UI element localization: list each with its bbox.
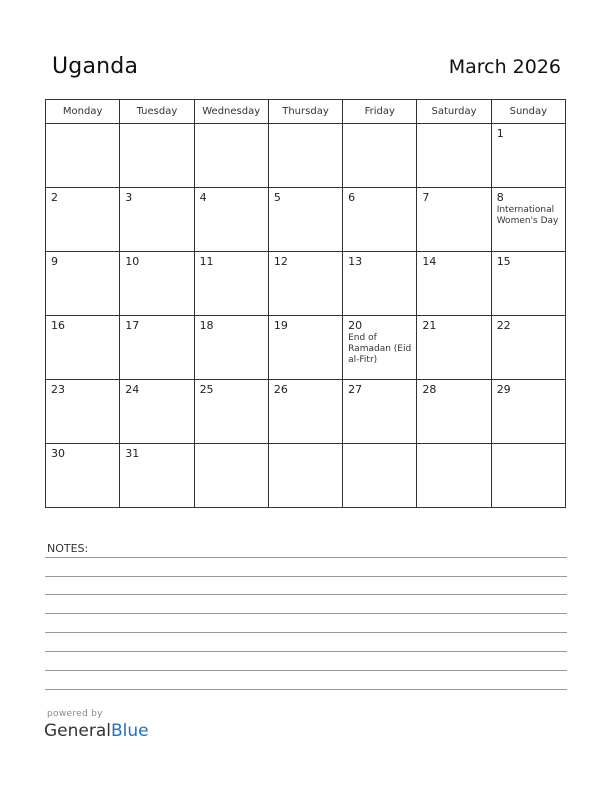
day-number: 30 [51, 447, 65, 460]
weekday-header: Wednesday [194, 100, 268, 124]
day-number: 8 [496, 191, 504, 204]
powered-by-text: powered by [47, 709, 103, 719]
day-cell-30 [46, 444, 120, 508]
note-line [45, 594, 567, 595]
week-row [46, 380, 566, 444]
empty-day-cell [343, 124, 417, 188]
day-cell-15 [491, 252, 565, 316]
day-cell-29 [491, 380, 565, 444]
day-number: 10 [125, 255, 140, 268]
weekday-header-row [46, 100, 566, 124]
day-cell-27 [343, 380, 417, 444]
day-cell-1 [491, 124, 565, 188]
day-cell-14 [417, 252, 491, 316]
empty-day-cell [194, 444, 268, 508]
day-cell-17 [120, 316, 194, 380]
day-number: 3 [125, 191, 133, 204]
day-cell-4 [194, 188, 268, 252]
empty-day-cell [194, 124, 268, 188]
day-cell-7 [417, 188, 491, 252]
note-line [45, 632, 567, 633]
day-number: 28 [422, 383, 437, 396]
empty-day-cell [417, 444, 491, 508]
weekday-header: Thursday [268, 100, 342, 124]
day-number: 25 [199, 383, 214, 396]
day-number: 9 [51, 255, 58, 268]
day-cell-21 [417, 316, 491, 380]
day-cell-18 [194, 316, 268, 380]
brand-name-blue: Blue [111, 721, 149, 741]
day-number: 13 [348, 255, 363, 268]
day-cell-31 [120, 444, 194, 508]
day-cell-2 [46, 188, 120, 252]
country-title: Uganda [52, 54, 139, 79]
day-number: 19 [273, 319, 288, 332]
calendar-grid [45, 99, 566, 508]
day-number: 2 [51, 191, 58, 204]
day-cell-28 [417, 380, 491, 444]
day-cell-5 [268, 188, 342, 252]
day-number: 16 [51, 319, 65, 332]
empty-day-cell [268, 444, 342, 508]
day-number: 15 [496, 255, 511, 268]
day-number: 11 [199, 255, 214, 268]
week-row [46, 124, 566, 188]
day-number: 20 [348, 319, 363, 332]
day-number: 1 [496, 127, 504, 140]
note-line [45, 557, 567, 558]
note-line [45, 689, 567, 690]
day-number: 6 [348, 191, 356, 204]
day-cell-20 [343, 316, 417, 380]
empty-day-cell [120, 124, 194, 188]
day-cell-13 [343, 252, 417, 316]
day-number: 7 [422, 191, 430, 204]
brand-logo[interactable] [44, 721, 149, 741]
day-number: 29 [496, 383, 511, 396]
weekday-header: Friday [343, 100, 417, 124]
day-cell-11 [194, 252, 268, 316]
note-line [45, 613, 567, 614]
note-line [45, 576, 567, 577]
day-cell-24 [120, 380, 194, 444]
week-row [46, 188, 566, 252]
day-cell-3 [120, 188, 194, 252]
weekday-header: Monday [46, 100, 120, 124]
notes-label: NOTES: [47, 542, 89, 555]
month-title: March 2026 [448, 56, 561, 78]
day-number: 23 [51, 383, 65, 396]
day-number: 31 [125, 447, 140, 460]
holiday-label: International Women's Day [496, 205, 559, 226]
day-cell-22 [491, 316, 565, 380]
empty-day-cell [268, 124, 342, 188]
day-cell-9 [46, 252, 120, 316]
week-row [46, 316, 566, 380]
day-cell-8 [491, 188, 565, 252]
day-number: 27 [348, 383, 363, 396]
day-number: 26 [273, 383, 288, 396]
empty-day-cell [491, 444, 565, 508]
day-number: 21 [422, 319, 437, 332]
day-number: 18 [199, 319, 214, 332]
weekday-header: Sunday [491, 100, 565, 124]
day-cell-12 [268, 252, 342, 316]
weekday-header: Tuesday [120, 100, 194, 124]
day-cell-26 [268, 380, 342, 444]
day-number: 5 [273, 191, 281, 204]
holiday-label: End of Ramadan (Eid al-Fitr) [348, 333, 412, 365]
weekday-header: Saturday [417, 100, 491, 124]
day-number: 12 [273, 255, 288, 268]
day-number: 24 [125, 383, 140, 396]
day-cell-19 [268, 316, 342, 380]
day-number: 22 [496, 319, 511, 332]
empty-day-cell [46, 124, 120, 188]
day-cell-10 [120, 252, 194, 316]
week-row [46, 252, 566, 316]
day-cell-25 [194, 380, 268, 444]
day-number: 4 [199, 191, 207, 204]
note-line [45, 651, 567, 652]
day-number: 17 [125, 319, 140, 332]
brand-name-general: General [44, 721, 111, 741]
day-cell-23 [46, 380, 120, 444]
note-line [45, 670, 567, 671]
day-cell-6 [343, 188, 417, 252]
day-cell-16 [46, 316, 120, 380]
day-number: 14 [422, 255, 437, 268]
week-row [46, 444, 566, 508]
empty-day-cell [343, 444, 417, 508]
empty-day-cell [417, 124, 491, 188]
